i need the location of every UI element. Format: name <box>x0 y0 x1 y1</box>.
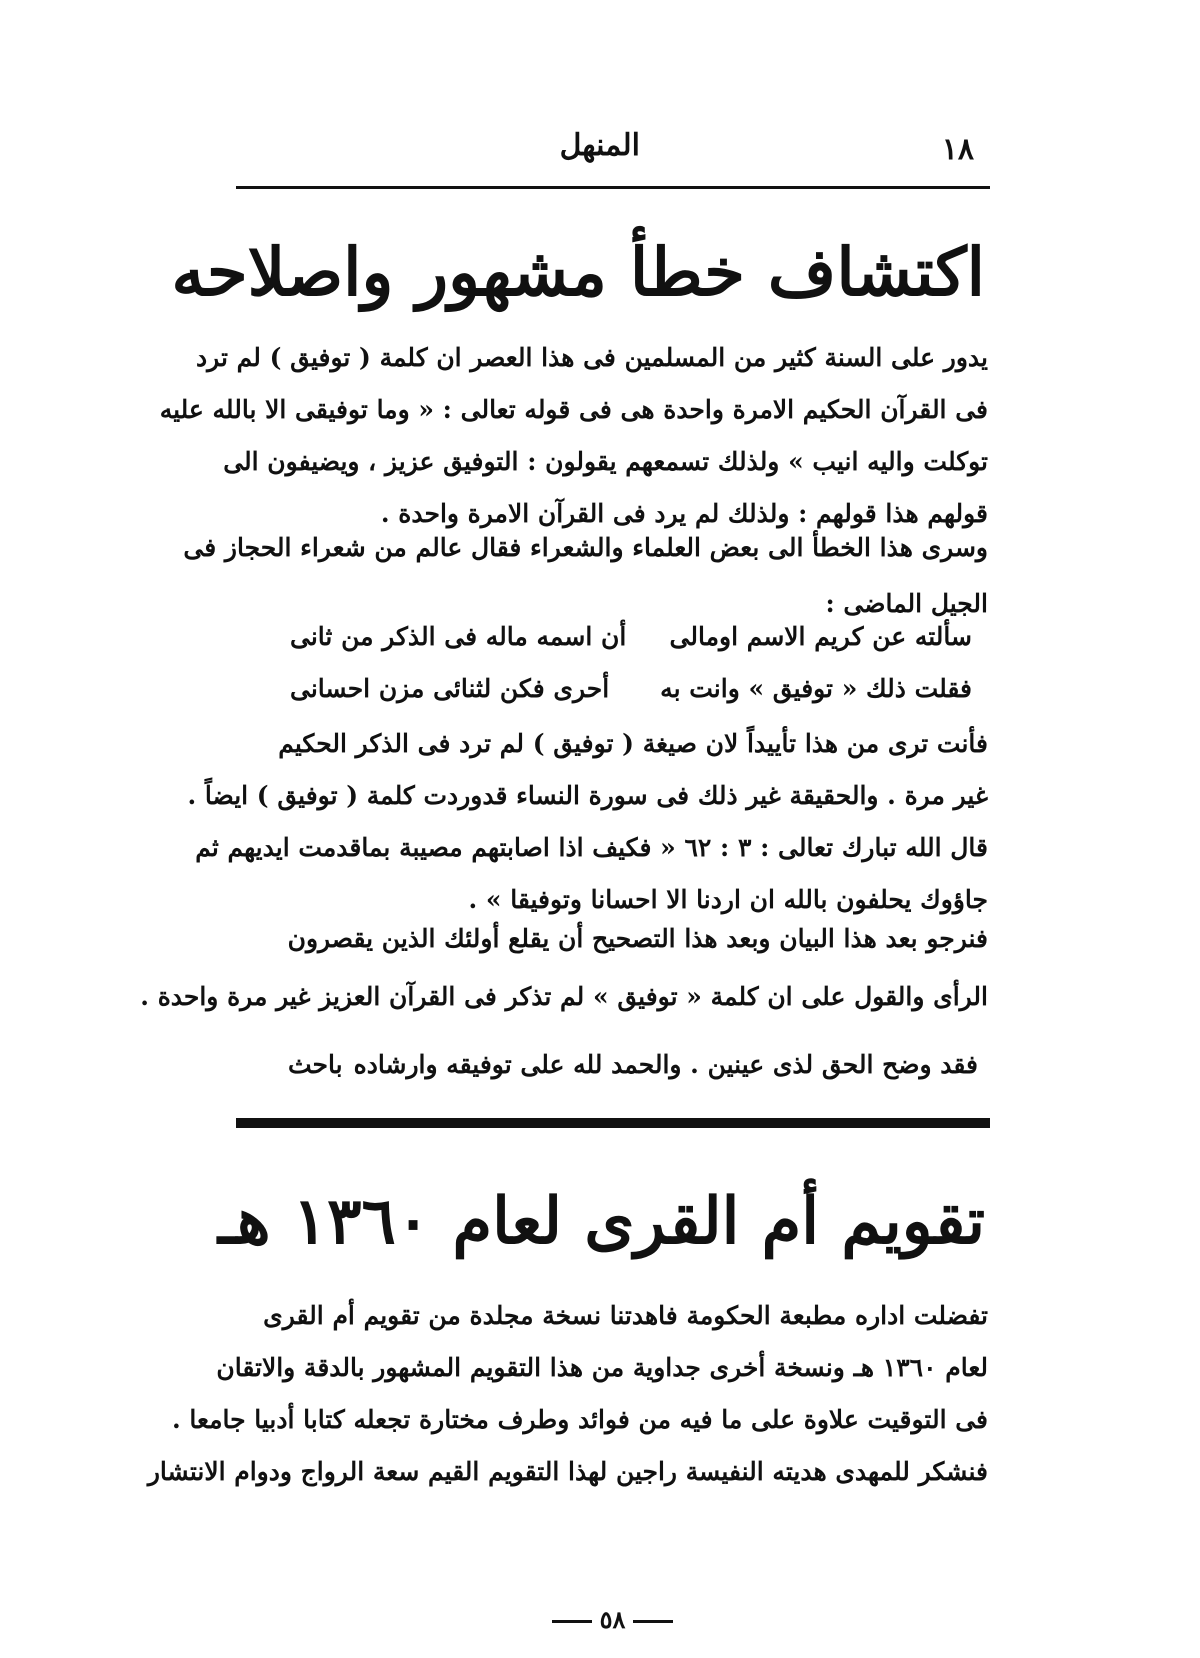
page-header <box>240 128 992 172</box>
article-paragraph-2 <box>183 520 988 632</box>
verse-first-hemistich: سألته عن كريم الاسم اومالى <box>669 622 972 651</box>
text-line: الرأى والقول على ان كلمة « توفيق » لم تذكر فى القرآن العزيز غير مرة واحدة . <box>140 982 988 1011</box>
section-title: تقويم أم القرى لعام ١٣٦٠ هـ <box>217 1184 985 1259</box>
page-footer <box>240 1605 985 1634</box>
text-line: يدور على السنة كثير من المسلمين فى هذا العصر ان كلمة ( توفيق ) لم ترد <box>196 343 988 372</box>
section-divider <box>236 1118 990 1128</box>
author-signature: باحث <box>288 1050 343 1079</box>
poem <box>238 622 988 726</box>
text-line: فنشكر للمهدى هديته النفيسة راجين لهذا التقويم القيم سعة الرواج ودوام الانتشار <box>147 1457 988 1486</box>
footer-folio: ٥٨ <box>599 1605 626 1634</box>
section-paragraph <box>147 1290 988 1498</box>
article-paragraph-3 <box>187 718 988 926</box>
closing-line <box>238 1050 988 1090</box>
text-line: غير مرة . والحقيقة غير ذلك فى سورة النساء قدوردت كلمة ( توفيق ) ايضاً . <box>187 781 988 810</box>
text-line: لعام ١٣٦٠ هـ ونسخة أخرى جداوية من هذا التقويم المشهور بالدقة والاتقان <box>216 1353 988 1382</box>
text-line: جاؤوك يحلفون بالله ان اردنا الا احسانا وتوفيقا » . <box>468 885 988 914</box>
poem-verse <box>238 622 988 674</box>
text-line: تفضلت اداره مطبعة الحكومة فاهدتنا نسخة مجلدة من تقويم أم القرى <box>263 1301 988 1330</box>
text-line: قولهم هذا قولهم : ولذلك لم يرد فى القرآن الامرة واحدة . <box>380 499 988 528</box>
text-line: وسرى هذا الخطأ الى بعض العلماء والشعراء فقال عالم من شعراء الحجاز فى <box>183 533 988 562</box>
text-line: فى القرآن الحكيم الامرة واحدة هى فى قوله تعالى : « وما توفيقى الا بالله عليه <box>159 395 988 424</box>
closing-text: فقد وضح الحق لذى عينين . والحمد لله على توفيقه وارشاده <box>353 1050 978 1079</box>
text-line: توكلت واليه انيب » ولذلك تسمعهم يقولون : التوفيق عزيز ، ويضيفون الى <box>223 447 988 476</box>
article-paragraph-4 <box>140 910 988 1026</box>
article-paragraph-1 <box>159 332 988 540</box>
header-rule <box>236 186 990 189</box>
article-title: اكتشاف خطأ مشهور واصلاحه <box>171 233 985 311</box>
page-number: ١٨ <box>941 132 974 167</box>
text-line: قال الله تبارك تعالى : ٣ : ٦٢ « فكيف اذا اصابتهم مصيبة بماقدمت ايديهم ثم <box>195 833 988 862</box>
journal-name: المنهل <box>559 128 640 163</box>
verse-first-hemistich: فقلت ذلك « توفيق » وانت به <box>660 674 972 703</box>
footer-dash <box>633 1620 673 1623</box>
footer-dash <box>552 1620 592 1623</box>
text-line: فى التوقيت علاوة على ما فيه من فوائد وطرف مختارة تجعله كتابا أدبيا جامعا . <box>171 1405 988 1434</box>
text-line: فنرجو بعد هذا البيان وبعد هذا التصحيح أن يقلع أولئك الذين يقصرون <box>287 924 988 953</box>
text-line: الجيل الماضى : <box>825 589 988 618</box>
verse-second-hemistich: أحرى فكن لثنائى مزن احسانى <box>290 674 610 703</box>
verse-second-hemistich: أن اسمه ماله فى الذكر من ثانى <box>290 622 627 651</box>
text-line: فأنت ترى من هذا تأييداً لان صيغة ( توفيق ) لم ترد فى الذكر الحكيم <box>278 729 988 758</box>
